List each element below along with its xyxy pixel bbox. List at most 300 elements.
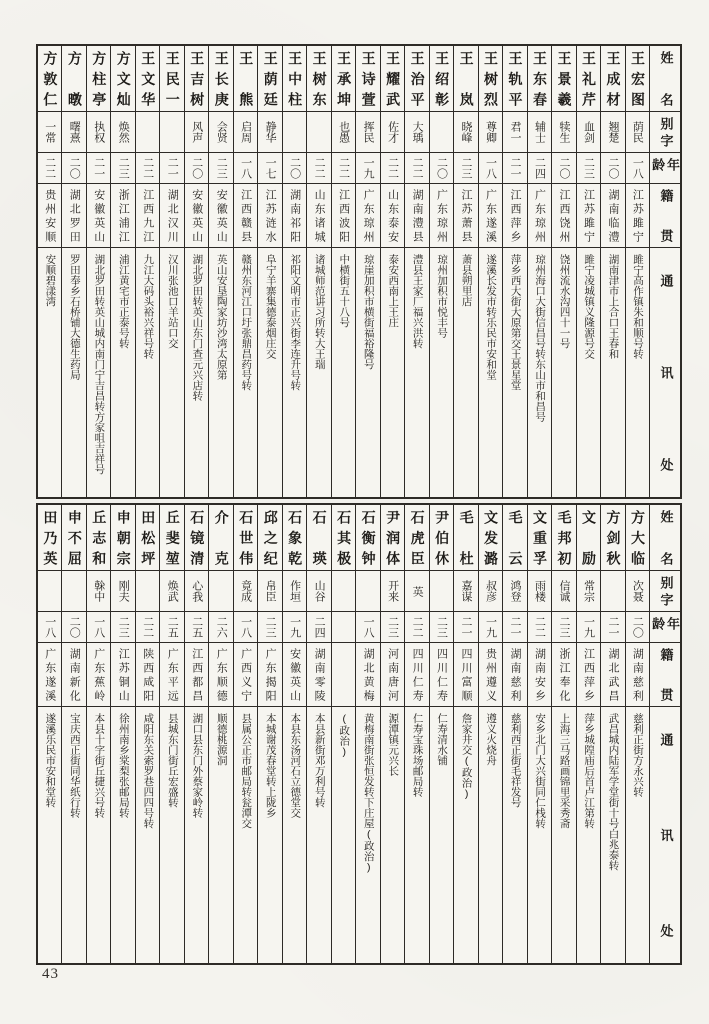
entry-age-cell — [209, 153, 232, 184]
entry-courtesy-name-cell — [234, 571, 257, 612]
entry-courtesy-name-cell — [87, 112, 110, 153]
entry-native-place: 四川仁寿 — [411, 648, 424, 701]
entry-native-place-cell — [62, 184, 85, 248]
entry-age-cell — [209, 612, 232, 643]
entry-native-place: 四川富顺 — [460, 648, 473, 701]
entry-courtesy-name-cell — [552, 112, 575, 153]
entry-native-place-cell — [479, 184, 502, 248]
entry-address-cell — [258, 248, 281, 497]
entry-name: 石世伟 — [238, 510, 255, 565]
entry-courtesy-name: 荫民 — [631, 121, 644, 143]
entry-age: 二二 — [313, 157, 326, 179]
entry-name-cell — [258, 505, 281, 571]
entry-native-place-cell — [626, 184, 649, 248]
entry-native-place: 山东诸城 — [313, 189, 326, 242]
roster-entry-column — [429, 46, 453, 497]
entry-address: 县属公正市邮局转瓮潭交 — [240, 713, 253, 829]
entry-address-cell — [332, 707, 355, 963]
entry-address: 诸城师范讲习所转大王瑞 — [313, 254, 326, 370]
entry-address: 武昌城内陆军学堂街十号白兆泰转 — [607, 713, 620, 871]
entry-address: 顺德桃源洞 — [215, 713, 228, 766]
entry-courtesy-name-cell — [626, 112, 649, 153]
entry-native-place: 湖南慈利 — [631, 648, 644, 701]
entry-age: 一九 — [582, 616, 595, 638]
entry-name: 方敦仁 — [42, 51, 59, 106]
roster-entry-column — [86, 46, 110, 497]
entry-courtesy-name-cell — [185, 112, 208, 153]
entry-age-cell — [503, 153, 526, 184]
entry-age-cell — [405, 153, 428, 184]
entry-native-place: 广东平远 — [166, 648, 179, 701]
entry-age: 二〇 — [606, 157, 619, 179]
entry-age-cell — [234, 612, 257, 643]
entry-courtesy-name-cell — [111, 112, 134, 153]
entry-native-place-cell — [528, 184, 551, 248]
entry-age-cell — [577, 612, 600, 643]
entry-address-cell — [454, 248, 477, 497]
roster-entry-column — [257, 46, 281, 497]
entry-courtesy-name-cell — [405, 112, 428, 153]
entry-courtesy-name-cell — [332, 571, 355, 612]
roster-entry-column — [135, 46, 159, 497]
entry-name: 申朝宗 — [115, 510, 132, 565]
entry-native-place: 广东遂溪 — [484, 189, 497, 242]
entry-courtesy-name-cell — [209, 571, 232, 612]
entry-name-cell — [430, 46, 453, 112]
entry-courtesy-name: 也愚 — [337, 121, 350, 143]
entry-name: 王文华 — [140, 51, 157, 106]
entry-native-place: 广东蕉岭 — [92, 648, 105, 701]
entry-address: 仁寿宝珠场邮局转 — [411, 713, 424, 797]
entry-address: 黄梅南街张恒发转下庄屋(政治) — [362, 713, 375, 874]
entry-courtesy-name-cell — [430, 571, 453, 612]
roster-entry-column — [600, 505, 624, 963]
entry-native-place: 江西萍乡 — [582, 648, 595, 701]
header-name-label: 姓名 — [658, 51, 674, 106]
entry-address: 泰安西南上王庄 — [387, 254, 400, 328]
roster-entry-column — [551, 46, 575, 497]
entry-age-cell — [160, 612, 183, 643]
entry-name-cell — [38, 505, 61, 571]
roster-entry-column — [208, 46, 232, 497]
entry-name-cell — [503, 46, 526, 112]
entry-name: 王承坤 — [336, 51, 353, 106]
entry-age-cell — [283, 153, 306, 184]
entry-native-place-cell — [356, 643, 379, 707]
entry-address: 遵义火烧舟 — [485, 713, 498, 766]
entry-address: 琼州加积市悦丰号 — [436, 254, 449, 338]
roster-entry-column — [453, 505, 477, 963]
roster-entry-column — [380, 46, 404, 497]
entry-age-cell — [307, 153, 330, 184]
header-native-place-cell — [650, 184, 680, 248]
entry-native-place: 山东泰安 — [386, 189, 399, 242]
entry-age: 二五 — [190, 616, 203, 638]
entry-native-place: 广东顺德 — [215, 648, 228, 701]
entry-name: 王礼芹 — [580, 51, 597, 106]
entry-courtesy-name-cell — [332, 112, 355, 153]
entry-name-cell — [381, 46, 404, 112]
entry-address-cell — [283, 707, 306, 963]
entry-native-place: 江西饶州 — [557, 189, 570, 242]
entry-courtesy-name: 君一 — [509, 121, 521, 143]
entry-courtesy-name: 鸿登 — [509, 580, 521, 602]
entry-address-cell — [577, 707, 600, 963]
entry-courtesy-name-cell — [454, 571, 477, 612]
roster-entry-column — [61, 46, 85, 497]
entry-address: 汉川张池口羊站口交 — [166, 254, 179, 349]
entry-name: 丘志和 — [91, 510, 108, 565]
entry-courtesy-name-cell — [307, 571, 330, 612]
entry-age-cell — [234, 153, 257, 184]
roster-entry-column — [257, 505, 281, 963]
entry-name: 毛邦初 — [556, 510, 573, 565]
entry-name: 王宏图 — [629, 51, 646, 106]
entry-address: 仁寿清水铺 — [436, 713, 449, 766]
entry-age: 一八 — [484, 157, 497, 179]
entry-courtesy-name: 执权 — [92, 121, 105, 143]
entry-age: 一八 — [239, 157, 252, 179]
entry-native-place: 广东琼州 — [533, 189, 546, 242]
entry-courtesy-name-cell — [528, 571, 551, 612]
entry-courtesy-name-cell — [479, 571, 502, 612]
entry-address-cell — [160, 707, 183, 963]
entry-courtesy-name: 静华 — [264, 121, 277, 143]
entry-age: 二四 — [533, 157, 546, 179]
entry-native-place-cell — [601, 643, 624, 707]
entry-address: 祁阳文明市正兴街李连升号转 — [289, 254, 302, 391]
entry-address: 萧县朔里店 — [460, 254, 473, 307]
entry-name-cell — [552, 46, 575, 112]
entry-native-place-cell — [234, 643, 257, 707]
roster-entry-column — [306, 46, 330, 497]
entry-courtesy-name-cell — [356, 571, 379, 612]
entry-address: 雎宁高作镇朱和顺号转 — [632, 254, 645, 359]
entry-name: 王树东 — [311, 51, 328, 106]
entry-address: 源潭镇元兴长 — [387, 713, 400, 776]
entry-address-cell — [381, 248, 404, 497]
entry-courtesy-name-cell — [454, 112, 477, 153]
entry-age-cell — [552, 612, 575, 643]
roster-entry-column — [38, 46, 61, 497]
entry-age: 二三 — [264, 616, 277, 638]
entry-native-place: 四川仁寿 — [435, 648, 448, 701]
entry-name: 方剑秋 — [605, 510, 622, 565]
entry-courtesy-name: 会贤 — [215, 121, 228, 143]
entry-name-cell — [332, 46, 355, 112]
entry-courtesy-name-cell — [307, 112, 330, 153]
entry-address: 县城东门街丘宏盛转 — [166, 713, 179, 808]
entry-address: 饶州流水沟四十一号 — [558, 254, 571, 349]
entry-age-cell — [430, 153, 453, 184]
entry-address: 本县新街邓万利号转 — [313, 713, 326, 808]
entry-native-place: 湖南澧县 — [411, 189, 424, 242]
entry-address-cell — [430, 248, 453, 497]
entry-courtesy-name-cell — [503, 571, 526, 612]
entry-courtesy-name: 血剑 — [582, 121, 595, 143]
entry-address-cell — [38, 707, 61, 963]
entry-age: 一八 — [239, 616, 252, 638]
entry-address-cell — [528, 248, 551, 497]
header-courtesy-cell — [650, 112, 680, 153]
entry-address: 本县十字街丘捷兴号转 — [93, 713, 106, 818]
entry-native-place-cell — [62, 643, 85, 707]
entry-native-place-cell — [577, 643, 600, 707]
header-native-place-label: 籍贯 — [658, 648, 674, 701]
entry-native-place-cell — [185, 643, 208, 707]
entry-age: 一八 — [92, 616, 105, 638]
entry-name-cell — [209, 505, 232, 571]
entry-native-place: 江苏涟水 — [264, 189, 277, 242]
entry-address-cell — [479, 707, 502, 963]
entry-native-place-cell — [405, 643, 428, 707]
entry-name-cell — [405, 505, 428, 571]
entry-address: 湖北罗田转英山东门查元兴店转 — [191, 254, 204, 401]
entry-native-place-cell — [87, 643, 110, 707]
entry-address: 萍乡城隍庙后首卢江第转 — [583, 713, 596, 829]
roster-entry-column — [110, 46, 134, 497]
entry-age-cell — [283, 612, 306, 643]
roster-entry-column — [355, 46, 379, 497]
entry-age: 二一 — [92, 157, 105, 179]
entry-courtesy-name: 次聂 — [631, 580, 644, 602]
entry-age: 二〇 — [557, 157, 570, 179]
entry-age: 二二 — [411, 616, 424, 638]
entry-name: 方文灿 — [115, 51, 132, 106]
entry-courtesy-name: 佐才 — [386, 121, 399, 143]
header-name-cell — [650, 46, 680, 112]
entry-age: 二一 — [460, 616, 473, 638]
entry-native-place-cell — [356, 184, 379, 248]
entry-address: 湖南津市上合口王春和 — [607, 254, 620, 359]
entry-name-cell — [234, 505, 257, 571]
entry-courtesy-name: 晓峰 — [460, 121, 473, 143]
entry-age: 二三 — [435, 616, 448, 638]
entry-name-cell — [87, 46, 110, 112]
entry-courtesy-name: 大瑀 — [411, 121, 424, 143]
entry-native-place: 江西九江 — [141, 189, 154, 242]
entry-name-cell — [234, 46, 257, 112]
entry-native-place-cell — [479, 643, 502, 707]
entry-age: 二三 — [117, 157, 130, 179]
entry-native-place: 湖南临澧 — [606, 189, 619, 242]
roster-entry-column — [135, 505, 159, 963]
header-name-label: 姓名 — [658, 510, 674, 565]
entry-courtesy-name-cell — [136, 571, 159, 612]
entry-courtesy-name-cell — [528, 112, 551, 153]
entry-address-cell — [87, 707, 110, 963]
entry-name: 邱之纪 — [262, 510, 279, 565]
entry-address: 本县东汤河石立德堂交 — [289, 713, 302, 818]
entry-address: 安乡北门大兴街同仁栈转 — [534, 713, 547, 829]
entry-age: 二一 — [509, 157, 521, 179]
page-number: 43 — [42, 966, 59, 982]
entry-age-cell — [185, 612, 208, 643]
entry-age-cell — [479, 612, 502, 643]
entry-age: 二二 — [337, 157, 350, 179]
entry-address-cell — [283, 248, 306, 497]
roster-entry-column — [282, 505, 306, 963]
table-header-column — [649, 46, 680, 497]
entry-address-cell — [503, 248, 526, 497]
entry-native-place: 江西都昌 — [190, 648, 203, 701]
entry-age-cell — [38, 153, 61, 184]
entry-name: 毛杜 — [458, 510, 475, 565]
entry-address: 遂溪长发市转乐民市安和堂 — [485, 254, 498, 380]
entry-courtesy-name-cell — [552, 571, 575, 612]
entry-native-place: 安徽英山 — [215, 189, 228, 242]
header-courtesy-label: 别字 — [658, 117, 674, 147]
entry-name-cell — [479, 505, 502, 571]
entry-name: 王成材 — [605, 51, 622, 106]
roster-entry-column — [502, 46, 526, 497]
entry-native-place-cell — [430, 643, 453, 707]
entry-native-place-cell — [185, 184, 208, 248]
entry-native-place-cell — [430, 184, 453, 248]
entry-address: 上海三马路画锦里采秀斋 — [558, 713, 571, 829]
header-native-place-cell — [650, 643, 680, 707]
entry-native-place: 湖南零陵 — [313, 648, 326, 701]
entry-address-cell — [307, 707, 330, 963]
roster-entry-column — [159, 505, 183, 963]
entry-age-cell — [87, 612, 110, 643]
entry-name-cell — [626, 46, 649, 112]
roster-entry-column — [61, 505, 85, 963]
roster-entry-column — [331, 46, 355, 497]
entry-courtesy-name: 心我 — [190, 580, 203, 602]
entry-name: 尹润体 — [385, 510, 402, 565]
entry-age: 一七 — [264, 157, 277, 179]
entry-name-cell — [258, 46, 281, 112]
entry-courtesy-name-cell — [503, 112, 526, 153]
entry-name-cell — [332, 505, 355, 571]
entry-address-cell — [136, 707, 159, 963]
entry-native-place-cell — [111, 643, 134, 707]
entry-native-place: 安徽英山 — [92, 189, 105, 242]
entry-native-place-cell — [38, 643, 61, 707]
entry-native-place-cell — [626, 643, 649, 707]
entry-native-place: 湖北汉川 — [166, 189, 179, 242]
entry-courtesy-name: 曙熹 — [68, 121, 81, 143]
entry-courtesy-name-cell — [258, 112, 281, 153]
entry-name-cell — [62, 46, 85, 112]
entry-courtesy-name-cell — [283, 112, 306, 153]
entry-age-cell — [136, 153, 159, 184]
entry-native-place: 陕西咸阳 — [141, 648, 154, 701]
entry-courtesy-name: 刚夫 — [117, 580, 130, 602]
entry-courtesy-name-cell — [160, 571, 183, 612]
entry-address: 宝庆西正街同华纸行转 — [68, 713, 81, 818]
entry-address-cell — [62, 707, 85, 963]
entry-name-cell — [454, 505, 477, 571]
entry-name-cell — [552, 505, 575, 571]
entry-address: 萍乡西大街大原第交王景星堂 — [509, 254, 522, 391]
entry-address: 英山安垦陶家坊沙湾太原第 — [215, 254, 228, 380]
entry-address: 阜宁羊寨集德泰烟庄交 — [264, 254, 277, 359]
entry-name-cell — [528, 505, 551, 571]
entry-name: 田乃英 — [42, 510, 59, 565]
roster-entry-column — [184, 46, 208, 497]
entry-courtesy-name-cell — [234, 112, 257, 153]
roster-entry-column — [110, 505, 134, 963]
entry-address: 慈利正街方永兴转 — [632, 713, 645, 797]
entry-address-cell — [209, 707, 232, 963]
roster-entry-column — [576, 46, 600, 497]
entry-name: 石瑛 — [311, 510, 328, 565]
entry-name: 毛云 — [507, 510, 524, 565]
entry-address-cell — [552, 248, 575, 497]
entry-age: 二一 — [509, 616, 521, 638]
entry-courtesy-name-cell — [405, 571, 428, 612]
entry-name-cell — [503, 505, 526, 571]
entry-name: 王岚 — [458, 51, 475, 106]
entry-age: 二〇 — [190, 157, 203, 179]
entry-age: 二〇 — [68, 157, 81, 179]
entry-address-cell — [38, 248, 61, 497]
entry-age: 二二 — [43, 157, 56, 179]
entry-courtesy-name-cell — [62, 112, 85, 153]
entry-address-cell — [430, 707, 453, 963]
entry-address: 詹家井交(政治) — [460, 713, 473, 800]
entry-age-cell — [626, 612, 649, 643]
entry-native-place-cell — [87, 184, 110, 248]
entry-courtesy-name: 启周 — [239, 121, 252, 143]
entry-age: 二三 — [386, 616, 399, 638]
entry-age: 一八 — [362, 616, 375, 638]
entry-native-place: 江西波阳 — [337, 189, 350, 242]
entry-name: 文励 — [580, 510, 597, 565]
entry-name: 田松坪 — [140, 510, 157, 565]
roster-entry-column — [404, 46, 428, 497]
entry-name-cell — [430, 505, 453, 571]
entry-name: 王景羲 — [556, 51, 573, 106]
header-courtesy-label: 别字 — [658, 576, 674, 606]
entry-name-cell — [185, 46, 208, 112]
entry-name-cell — [209, 46, 232, 112]
entry-address-cell — [626, 248, 649, 497]
entry-address-cell — [503, 707, 526, 963]
entry-courtesy-name-cell — [160, 112, 183, 153]
entry-name-cell — [111, 505, 134, 571]
entry-age-cell — [62, 612, 85, 643]
entry-courtesy-name: 叔彦 — [484, 580, 497, 602]
entry-age-cell — [332, 153, 355, 184]
entry-native-place: 湖南安乡 — [533, 648, 546, 701]
entry-courtesy-name: 雨楼 — [533, 580, 546, 602]
entry-name: 石其极 — [336, 510, 353, 565]
entry-native-place-cell — [454, 184, 477, 248]
entry-name: 王轨平 — [507, 51, 524, 106]
entry-age-cell — [601, 612, 624, 643]
entry-native-place-cell — [381, 184, 404, 248]
header-address-label: 通讯处 — [658, 733, 674, 937]
entry-name: 丘斐堃 — [164, 510, 181, 565]
entry-age: 二二 — [386, 157, 399, 179]
entry-native-place: 湖北罗田 — [68, 189, 81, 242]
entry-name-cell — [381, 505, 404, 571]
entry-age: 二〇 — [288, 157, 301, 179]
entry-courtesy-name: 嘉谋 — [460, 580, 473, 602]
roster-entry-column — [600, 46, 624, 497]
entry-native-place: 江西萍乡 — [509, 189, 521, 242]
entry-age-cell — [160, 153, 183, 184]
table-header-column — [649, 505, 680, 963]
entry-address-cell — [185, 248, 208, 497]
entry-age: 二二 — [411, 157, 424, 179]
entry-address: 安顺碧漾湾 — [44, 254, 57, 307]
entry-age: 二二 — [141, 157, 154, 179]
entry-native-place-cell — [234, 184, 257, 248]
